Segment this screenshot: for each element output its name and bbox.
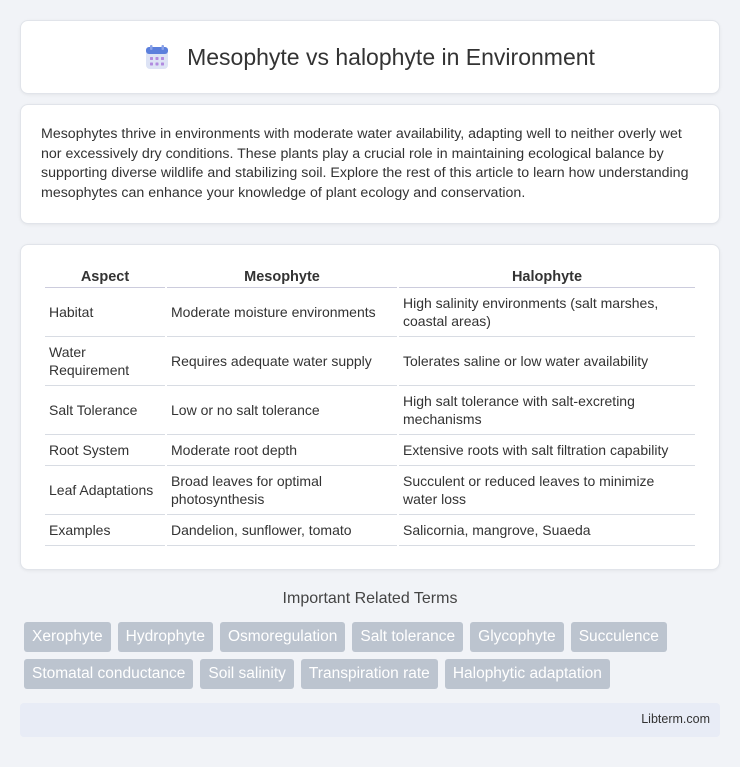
table-cell: Leaf Adaptations [45,466,165,515]
table-row [45,435,695,466]
table-cell: Requires adequate water supply [167,337,397,386]
title-card [20,20,720,94]
comparison-table-card [20,244,720,570]
related-term-tag[interactable]: Glycophyte [470,622,564,652]
table-cell: Examples [45,515,165,546]
footer-site-link[interactable]: Libterm.com [641,712,710,726]
table-row [45,515,695,546]
comparison-table [43,265,697,546]
page-title: Mesophyte vs halophyte in Environment [187,43,595,70]
table-row [45,288,695,337]
table-cell: High salt tolerance with salt-excreting mechanisms [399,386,695,435]
related-term-tag[interactable]: Transpiration rate [301,659,438,689]
table-cell: Moderate root depth [167,435,397,466]
related-term-tag[interactable]: Halophytic adaptation [445,659,610,689]
table-cell: Salicornia, mangrove, Suaeda [399,515,695,546]
related-terms-list [24,622,724,689]
table-cell: Salt Tolerance [45,386,165,435]
column-header: Halophyte [399,265,695,288]
table-cell: Extensive roots with salt filtration capability [399,435,695,466]
table-cell: Broad leaves for optimal photosynthesis [167,466,397,515]
related-terms-title: Important Related Terms [282,590,458,607]
table-cell: Moderate moisture environments [167,288,397,337]
related-term-tag[interactable]: Succulence [571,622,667,652]
related-term-tag[interactable]: Stomatal conductance [24,659,193,689]
table-row [45,466,695,515]
table-cell: Succulent or reduced leaves to minimize water loss [399,466,695,515]
table-cell: Low or no salt tolerance [167,386,397,435]
related-term-tag[interactable]: Osmoregulation [220,622,345,652]
table-row [45,337,695,386]
related-term-tag[interactable]: Hydrophyte [118,622,213,652]
column-header: Aspect [45,265,165,288]
related-term-tag[interactable]: Salt tolerance [352,622,463,652]
related-term-tag[interactable]: Xerophyte [24,622,111,652]
intro-text: Mesophytes thrive in environments with moderate water availability, adapting well to neither overly wet nor excessively dry conditions. These plants play a crucial role in maintaining ecological balance by supporting diverse wildlife and stabilizing soil. Explore the rest of this article to learn how understanding mesophytes can enhance your knowledge of plant ecology and conservation. [41,126,689,201]
table-header-row [45,265,695,288]
table-cell: Habitat [45,288,165,337]
related-term-tag[interactable]: Soil salinity [200,659,294,689]
calendar-icon [145,44,169,70]
column-header: Mesophyte [167,265,397,288]
intro-card [20,104,720,224]
table-cell: Tolerates saline or low water availability [399,337,695,386]
table-row [45,386,695,435]
table-cell: Water Requirement [45,337,165,386]
table-cell: High salinity environments (salt marshes, coastal areas) [399,288,695,337]
table-cell: Dandelion, sunflower, tomato [167,515,397,546]
footer [20,703,720,737]
table-cell: Root System [45,435,165,466]
